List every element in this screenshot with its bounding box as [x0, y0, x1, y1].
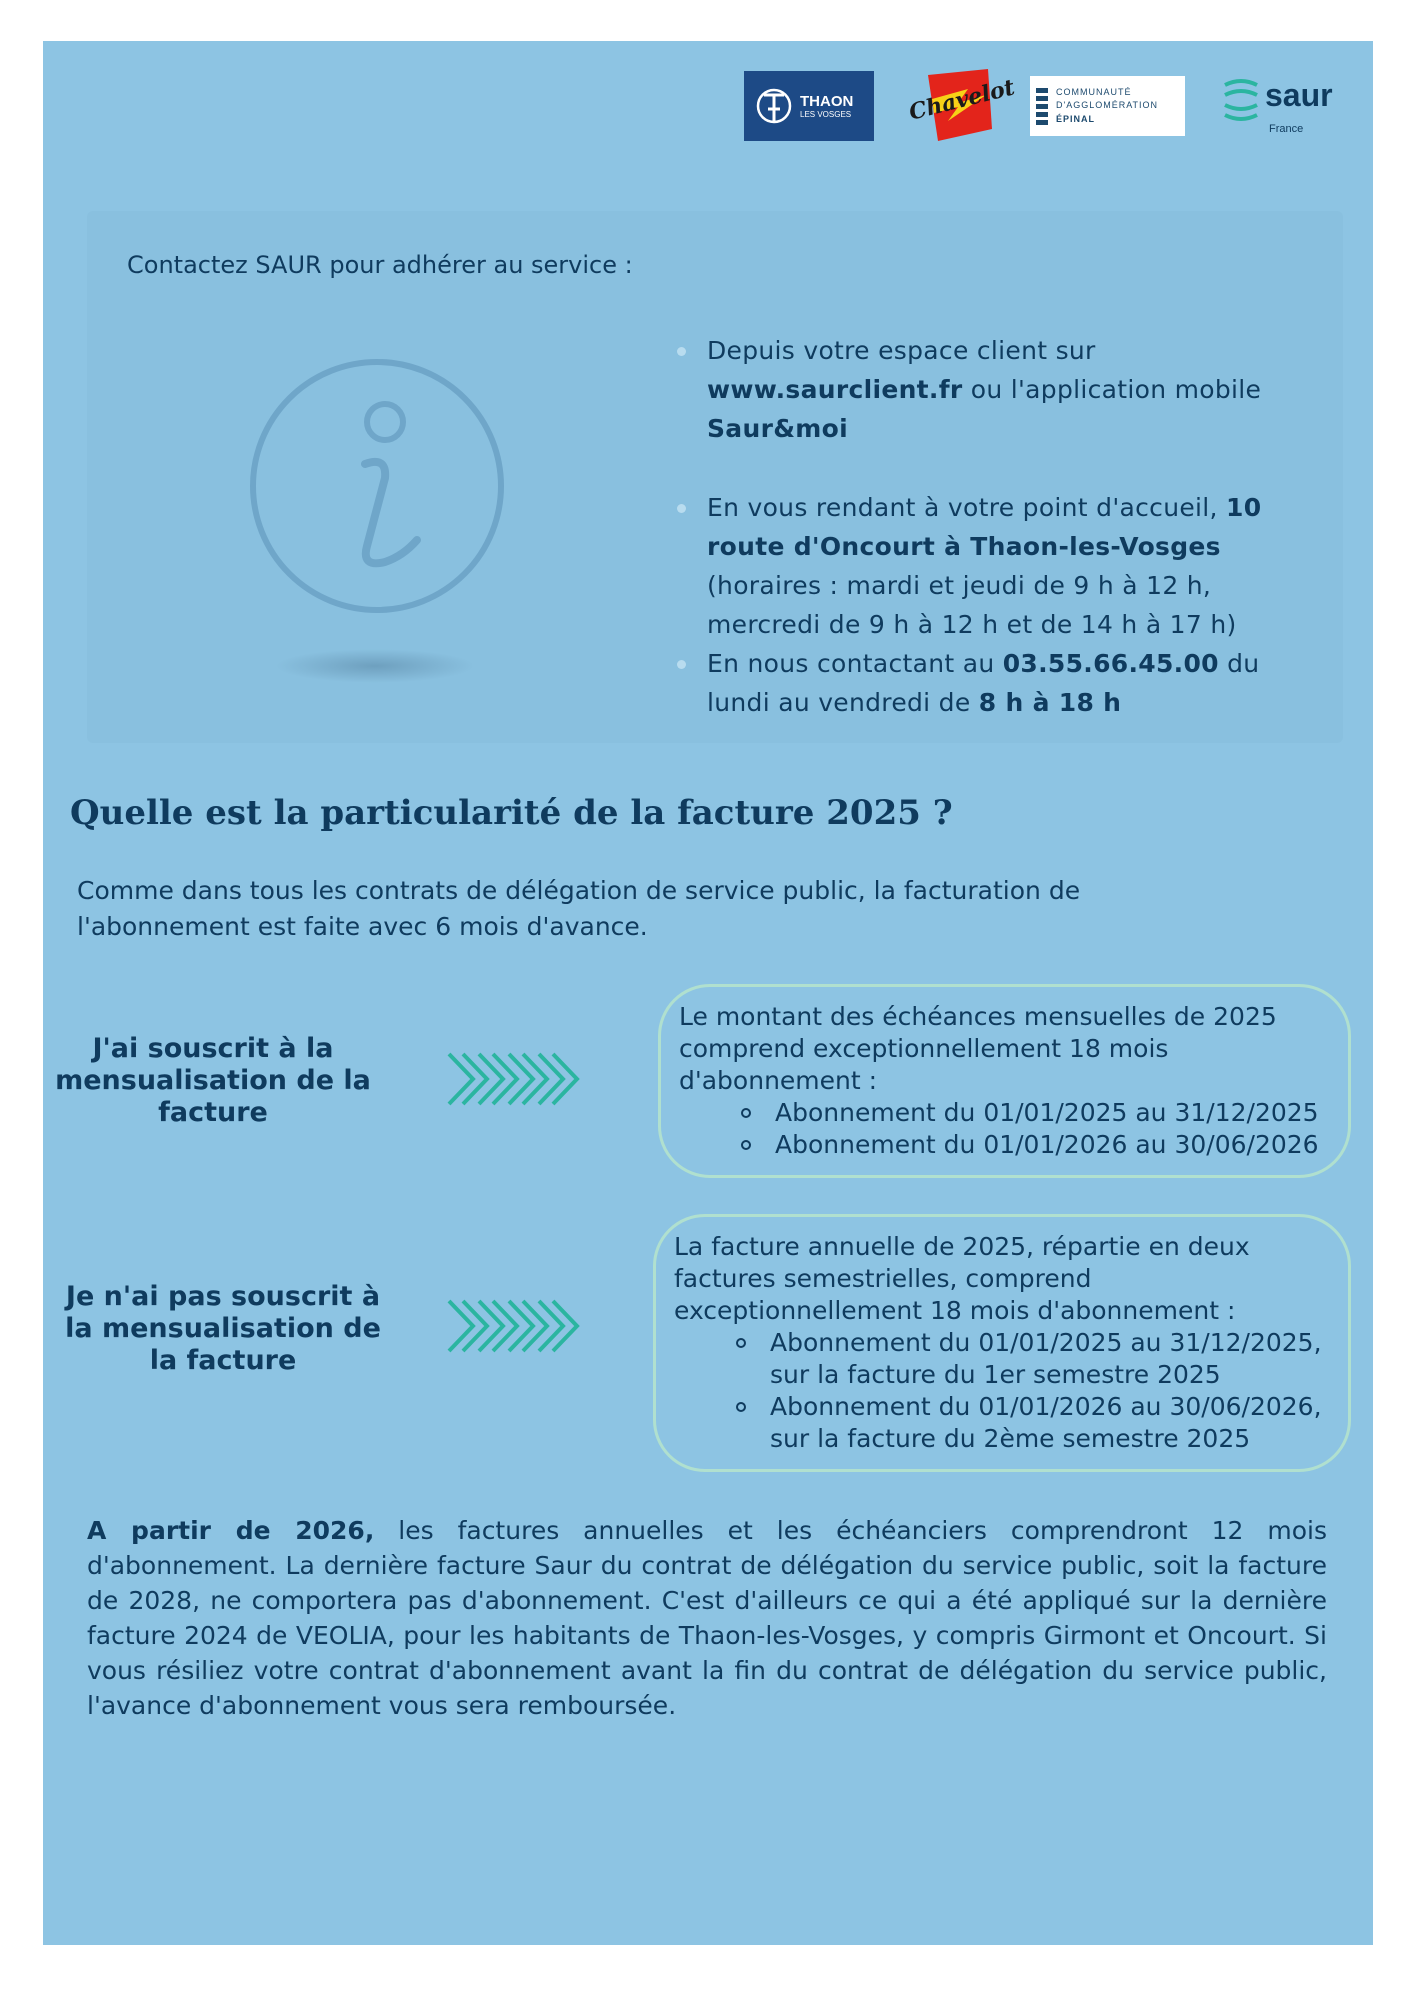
section-intro: Comme dans tous les contrats de délégation de service public, la facturation de l'abonnement est faite avec 6 mois d'avance.: [77, 876, 1081, 941]
chevron-arrows-icon: [447, 1297, 587, 1355]
chevron-arrows-icon: [447, 1050, 587, 1108]
monthly-lead: Le montant des échéances mensuelles de 2025 comprend exceptionnellement 18 mois d'abonnement :: [679, 1002, 1277, 1095]
cae-logo-line1: COMMUNAUTÉ: [1056, 87, 1132, 98]
contact-option-phone: [677, 644, 1307, 722]
monthly-details-box: [658, 984, 1351, 1178]
contact-title: Contactez SAUR pour adhérer au service :: [127, 251, 633, 279]
saur-logo-country: France: [1269, 123, 1304, 135]
cae-logo-line2: D'AGGLOMÉRATION: [1056, 100, 1159, 111]
section-title: Quelle est la particularité de la facture 2025 ?: [70, 793, 953, 833]
cae-bars-icon: [1036, 85, 1048, 128]
thaon-logo-line1: THAON: [800, 92, 854, 110]
closing-bold: A partir de 2026,: [87, 1516, 375, 1545]
thaon-les-vosges-logo: [744, 71, 874, 141]
saurclient-website[interactable]: www.saurclient.fr: [707, 375, 963, 404]
contact-option-office: [677, 488, 1307, 644]
contact-panel: [87, 211, 1343, 743]
monthly-label: J'ai souscrit à la mensualisation de la facture: [55, 1033, 371, 1128]
saur-logo-word: saur: [1265, 77, 1333, 113]
contact-options-list: [677, 331, 1307, 722]
phone-number[interactable]: 03.55.66.45.00: [1002, 649, 1219, 678]
chavelot-logo-text: Chavelot: [906, 74, 1018, 126]
thaon-logo-line2: LES VOSGES: [800, 109, 852, 119]
contact-phone-text: En nous contactant au: [707, 649, 1003, 678]
contact-phone-text-2: du lundi au vendredi de: [707, 649, 1260, 717]
annual-item: Abonnement du 01/01/2025 au 31/12/2025, sur la facture du 1er semestre 2025: [734, 1327, 1348, 1391]
annual-items: [674, 1327, 1348, 1455]
saur-moi-app: Saur&moi: [707, 414, 848, 443]
thaon-emblem-icon: [754, 81, 794, 131]
cae-logo-line3: ÉPINAL: [1056, 113, 1096, 124]
contact-option-online: [677, 331, 1307, 448]
agglomeration-epinal-logo: [1030, 76, 1185, 136]
saur-logo: [1219, 71, 1349, 141]
info-icon-shadow: [275, 649, 475, 683]
contact-online-text: Depuis votre espace client sur: [707, 336, 1096, 365]
monthly-items: [679, 1097, 1348, 1161]
office-address: 10 route d'Oncourt à Thaon-les-Vosges: [707, 493, 1262, 561]
page: [43, 41, 1373, 1945]
chavelot-logo: [906, 69, 1018, 143]
contact-office-text: En vous rendant à votre point d'accueil,: [707, 493, 1227, 522]
annual-label: Je n'ai pas souscrit à la mensualisation de la facture: [65, 1281, 381, 1376]
info-circle-icon: [247, 356, 507, 616]
saur-wave-icon: [1219, 75, 1263, 135]
partner-logos: [744, 69, 1349, 143]
office-hours: (horaires : mardi et jeudi de 9 h à 12 h, mercredi de 9 h à 12 h et de 14 h à 17 h): [707, 571, 1237, 639]
phone-hours: 8 h à 18 h: [978, 688, 1122, 717]
closing-paragraph: [87, 1513, 1327, 1723]
closing-text: les factures annuelles et les échéanciers comprendront 12 mois d'abonnement. La dernière facture Saur du contrat de délégation du service public, soit la facture de 2028, ne comportera pas d'abonnement. C'est d'ailleurs ce qui a été appliqué sur la dernière facture 2024 de VEOLIA, pour les habitants de Thaon-les-Vosges, y compris Girmont et Oncourt. Si vous résiliez votre contrat d'abonnement avant la fin du contrat de délégation du service public, l'avance d'abonnement vous sera remboursée.: [87, 1516, 1327, 1720]
annual-details-box: [653, 1214, 1351, 1472]
monthly-item: Abonnement du 01/01/2025 au 31/12/2025: [739, 1097, 1348, 1129]
monthly-item: Abonnement du 01/01/2026 au 30/06/2026: [739, 1129, 1348, 1161]
annual-item: Abonnement du 01/01/2026 au 30/06/2026, sur la facture du 2ème semestre 2025: [734, 1391, 1348, 1455]
contact-online-text-2: ou l'application mobile: [962, 375, 1262, 404]
annual-lead: La facture annuelle de 2025, répartie en deux factures semestrielles, comprend exceptionnellement 18 mois d'abonnement :: [674, 1232, 1250, 1325]
